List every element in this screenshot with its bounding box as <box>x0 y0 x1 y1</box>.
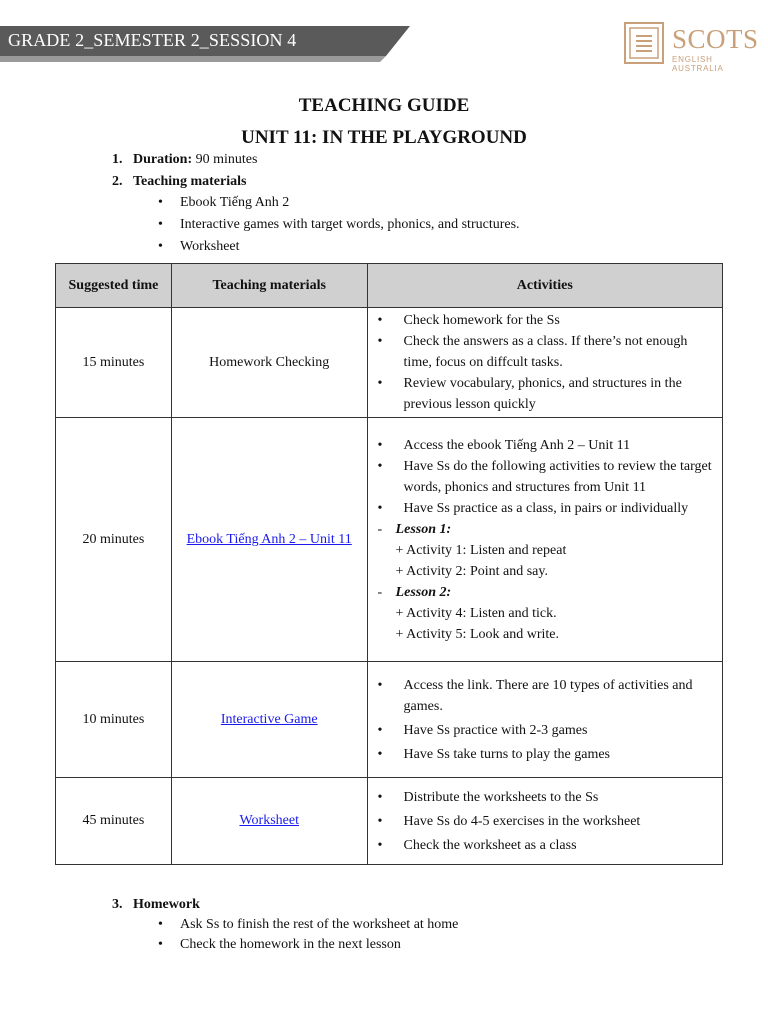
scots-logo <box>622 20 762 73</box>
activity-item: • Check the worksheet as a class <box>377 837 577 853</box>
unit-title: UNIT 11: IN THE PLAYGROUND <box>241 127 527 148</box>
time-cell: 45 minutes <box>56 778 172 865</box>
activity-item: • Have Ss do 4-5 exercises in the worksheet <box>377 813 641 829</box>
material-cell <box>171 662 367 778</box>
section-number: 1. <box>112 152 123 167</box>
activity-item: • Access the ebook Tiếng Anh 2 – Unit 11 <box>377 437 631 453</box>
time-cell: 20 minutes <box>56 418 172 662</box>
lesson-activity: + Activity 4: Listen and tick. <box>395 605 557 621</box>
activity-item: • Have Ss practice as a class, in pairs or individually <box>377 500 689 516</box>
duration-value: 90 minutes <box>195 152 258 167</box>
table-row <box>56 778 723 865</box>
lesson-heading: - Lesson 1: <box>377 521 452 537</box>
activities-cell <box>367 778 722 865</box>
material-item: • Ebook Tiếng Anh 2 <box>158 195 290 210</box>
page-title: TEACHING GUIDE <box>298 95 470 116</box>
homework-label: Homework <box>133 897 200 912</box>
time-cell: 10 minutes <box>56 662 172 778</box>
lesson-heading: - Lesson 2: <box>377 584 452 600</box>
activity-item: • Have Ss do the following activities to review the target words, phonics and structures from Unit 11 <box>377 458 712 495</box>
materials-heading <box>112 174 246 190</box>
lesson-activity: + Activity 2: Point and say. <box>395 563 548 579</box>
header-materials: Teaching materials <box>171 264 367 308</box>
logo-name: SCOTS <box>672 24 759 54</box>
time-cell: 15 minutes <box>56 308 172 418</box>
table-row <box>56 662 723 778</box>
table-row <box>56 308 723 418</box>
material-cell <box>171 418 367 662</box>
ebook-link[interactable]: Ebook Tiếng Anh 2 – Unit 11 <box>186 531 352 547</box>
homework-item: • Check the homework in the next lesson <box>158 937 401 952</box>
material-item: • Worksheet <box>158 239 240 254</box>
activities-cell <box>367 418 722 662</box>
material-item: • Interactive games with target words, phonics, and structures. <box>158 217 520 232</box>
activity-item: • Check homework for the Ss <box>377 313 560 328</box>
materials-label: Teaching materials <box>133 174 247 189</box>
homework-heading <box>112 897 200 913</box>
table-header-row <box>56 264 723 308</box>
teaching-guide-table <box>55 263 723 865</box>
worksheet-link[interactable]: Worksheet <box>239 813 299 828</box>
header-time: Suggested time <box>56 264 172 308</box>
activity-item: • Review vocabulary, phonics, and structures in the previous lesson quickly <box>377 376 682 412</box>
interactive-game-link[interactable]: Interactive Game <box>220 711 318 727</box>
duration-label: Duration: <box>133 152 193 167</box>
homework-item: • Ask Ss to finish the rest of the worksheet at home <box>158 917 459 932</box>
activity-item: • Check the answers as a class. If there’s not enough time, focus on diffcult tasks. <box>377 334 688 370</box>
table-row <box>56 418 723 662</box>
header-activities: Activities <box>367 264 722 308</box>
logo-subtitle: ENGLISH AUSTRALIA <box>672 55 724 73</box>
activities-cell <box>367 662 722 778</box>
material-cell: Homework Checking <box>171 308 367 418</box>
section-number: 3. <box>112 897 123 912</box>
activity-item: • Access the link. There are 10 types of activities and games. <box>377 677 693 714</box>
activity-item: • Have Ss practice with 2-3 games <box>377 722 588 738</box>
activity-item: • Have Ss take turns to play the games <box>377 746 610 762</box>
activities-cell <box>367 308 722 418</box>
material-cell <box>171 778 367 865</box>
lesson-activity: + Activity 1: Listen and repeat <box>395 542 567 558</box>
lesson-activity: + Activity 5: Look and write. <box>395 626 559 642</box>
session-title: GRADE 2_SEMESTER 2_SESSION 4 <box>8 30 297 50</box>
crest-icon <box>622 20 666 66</box>
section-number: 2. <box>112 174 123 189</box>
activity-item: • Distribute the worksheets to the Ss <box>377 789 599 805</box>
duration-line <box>112 152 257 168</box>
